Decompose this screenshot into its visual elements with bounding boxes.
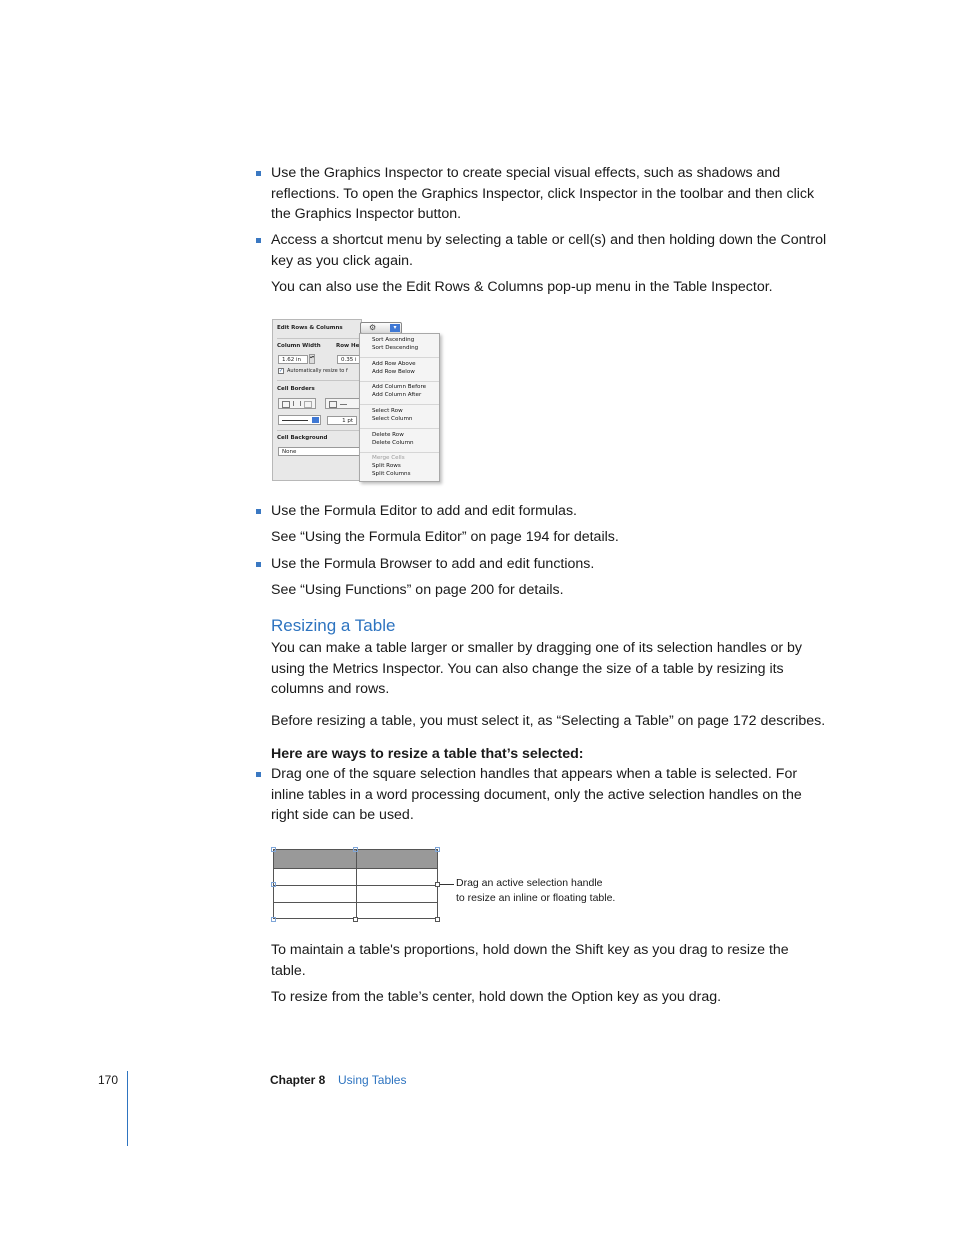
border-buttons[interactable]: [278, 398, 316, 409]
menu-item-select-row[interactable]: Select Row: [372, 408, 403, 414]
footer-rule: [127, 1071, 128, 1146]
auto-resize-checkbox[interactable]: ✓: [279, 368, 284, 374]
menu-item-add-row-above[interactable]: Add Row Above: [372, 361, 416, 367]
gear-icon: ⚙: [369, 323, 377, 332]
cell-borders-label: Cell Borders: [277, 386, 315, 392]
menu-item-add-row-below[interactable]: Add Row Below: [372, 369, 415, 375]
proportions-paragraph: To maintain a table's proportions, hold down the Shift key as you drag to resize the table.: [271, 942, 789, 979]
stroke-width-field[interactable]: 1 pt: [327, 416, 357, 425]
bullet-marker: [256, 238, 261, 243]
column-width-field[interactable]: 1.62 in: [278, 355, 308, 364]
selection-handle-middle-left: [271, 882, 276, 887]
menu-item-sort-ascending[interactable]: Sort Ascending: [372, 337, 415, 343]
line-style-popup[interactable]: [278, 415, 321, 425]
bullet-formula-editor: Use the Formula Editor to add and edit formulas.: [271, 503, 577, 519]
selection-handle-bottom-middle[interactable]: [353, 917, 358, 922]
selection-handle-bottom-right[interactable]: [435, 917, 440, 922]
bullet-drag-handles: Drag one of the square selection handles that appears when a table is selected. For inline tables in a word processing document, only the active selection handles on the right side can be used.: [271, 766, 802, 823]
callout-line-1: Drag an active selection handle: [456, 877, 603, 889]
page-number: 170: [98, 1073, 119, 1087]
menu-item-add-column-before[interactable]: Add Column Before: [372, 384, 427, 390]
bullet-formula-browser: Use the Formula Browser to add and edit functions.: [271, 556, 595, 572]
menu-item-select-column[interactable]: Select Column: [372, 416, 413, 422]
callout-leader-line: [440, 884, 454, 885]
menu-item-split-columns[interactable]: Split Columns: [372, 471, 411, 477]
border-buttons-right[interactable]: [325, 398, 361, 409]
chevron-down-icon: ▾: [390, 324, 400, 332]
column-width-label: Column Width: [277, 343, 321, 349]
row-height-label: Row He: [336, 343, 360, 349]
row-height-field[interactable]: 0.35 i: [337, 355, 361, 364]
column-width-stepper[interactable]: ▴▾: [309, 354, 315, 364]
selection-handle-top-left: [271, 847, 276, 852]
section-heading: Resizing a Table: [271, 616, 396, 635]
resizing-paragraph-1: You can make a table larger or smaller by dragging one of its selection handles or by using the Metrics Inspector. You can also change the size of a table by resizing its columns and rows.: [271, 640, 803, 697]
menu-item-add-column-after[interactable]: Add Column After: [372, 392, 422, 398]
menu-item-sort-descending[interactable]: Sort Descending: [372, 345, 419, 351]
chapter-title-link[interactable]: Using Tables: [338, 1073, 407, 1087]
callout-line-2: to resize an inline or floating table.: [456, 892, 616, 904]
resizing-paragraph-2: Before resizing a table, you must select it, as “Selecting a Table” on page 172 describes.: [271, 713, 826, 729]
cell-background-label: Cell Background: [277, 435, 328, 441]
ways-heading: Here are ways to resize a table that’s selected:: [271, 746, 584, 762]
formula-editor-see-also: See “Using the Formula Editor” on page 194 for details.: [271, 529, 619, 545]
formula-browser-see-also: See “Using Functions” on page 200 for details.: [271, 582, 564, 598]
callout-text: [456, 876, 615, 906]
menu-item-delete-row[interactable]: Delete Row: [372, 432, 404, 438]
menu-item-merge-cells: Merge Cells: [372, 455, 405, 461]
center-resize-paragraph: To resize from the table’s center, hold down the Option key as you drag.: [271, 989, 722, 1005]
example-table: [273, 849, 438, 919]
cell-background-popup[interactable]: None: [278, 447, 360, 456]
edit-rows-note: You can also use the Edit Rows & Columns pop-up menu in the Table Inspector.: [271, 279, 773, 295]
auto-resize-label: Automatically resize to f: [287, 368, 348, 374]
edit-rows-columns-label: Edit Rows & Columns: [277, 325, 343, 331]
selection-handle-top-middle: [353, 847, 358, 852]
bullet-shortcut-menu: Access a shortcut menu by selecting a table or cell(s) and then holding down the Control key as you click again.: [271, 232, 827, 269]
selection-handle-bottom-left: [271, 917, 276, 922]
selection-handle-top-right: [435, 847, 440, 852]
bullet-marker: [256, 171, 261, 176]
bullet-marker: [256, 772, 261, 777]
bullet-graphics-inspector: Use the Graphics Inspector to create special visual effects, such as shadows and reflections. To open the Graphics Inspector, click Inspector in the toolbar and then click the Graphics Inspector button.: [271, 165, 815, 222]
menu-item-delete-column[interactable]: Delete Column: [372, 440, 414, 446]
bullet-marker: [256, 509, 261, 514]
bullet-marker: [256, 562, 261, 567]
menu-item-split-rows[interactable]: Split Rows: [372, 463, 401, 469]
table-inspector-screenshot: [272, 319, 362, 481]
chapter-label: Chapter 8: [270, 1073, 326, 1087]
edit-rows-columns-menu: [359, 333, 440, 482]
